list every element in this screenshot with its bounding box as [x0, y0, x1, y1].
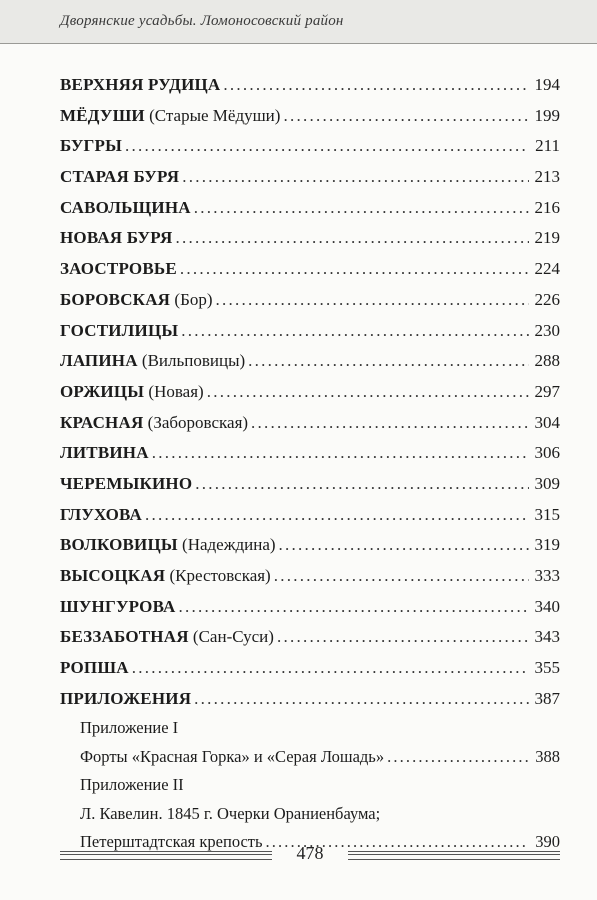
- toc-entry-page: 304: [534, 412, 560, 432]
- toc-entry-page: 333: [534, 566, 560, 585]
- toc-entry-subtitle: (Надеждина): [177, 535, 276, 555]
- toc-entry-title: НОВАЯ БУРЯ: [60, 228, 173, 248]
- toc-entry-title: ПРИЛОЖЕНИЯ: [60, 688, 192, 708]
- toc-entry: [60, 592, 560, 623]
- toc-entry-title: ВЕРХНЯЯ РУДИЦА: [60, 75, 221, 94]
- running-header: [0, 0, 597, 44]
- running-title: Дворянские усадьбы. Ломоносовский район: [60, 13, 344, 29]
- toc-entry-page: 340: [534, 596, 560, 616]
- dot-leader: [152, 438, 529, 469]
- toc-entry-title: БЕЗЗАБОТНАЯ: [60, 627, 189, 647]
- toc-entry-subtitle: (Крестовская): [165, 566, 271, 585]
- toc-entry-page: 219: [534, 228, 560, 248]
- appendix-entry: [60, 743, 560, 772]
- toc-entry: [60, 346, 560, 377]
- toc-entry: [60, 377, 560, 408]
- page-footer: [60, 840, 560, 870]
- toc-entry-title: БОРОВСКАЯ: [60, 289, 171, 309]
- toc-entry: [60, 254, 560, 285]
- toc-entry-title: ЛАПИНА: [60, 351, 138, 371]
- toc-entry-page: 224: [534, 259, 560, 279]
- dot-leader: [194, 193, 529, 224]
- toc-entry: [60, 622, 560, 653]
- toc-entry-page: 199: [534, 105, 560, 125]
- dot-leader: [194, 684, 529, 715]
- toc-entry-page: 315: [534, 504, 560, 524]
- dot-leader: [195, 469, 529, 500]
- toc-entry-title: ГЛУХОВА: [60, 504, 142, 524]
- toc-entry-page: 343: [534, 627, 560, 647]
- toc-entry-page: 309: [534, 473, 560, 493]
- footer-rule-right: [348, 851, 560, 860]
- appendix-heading: Приложение II: [80, 775, 184, 795]
- toc-entry-subtitle: (Старые Мёдуши): [144, 105, 281, 125]
- toc-entry-title: ВЫСОЦКАЯ: [60, 566, 166, 585]
- toc-entry-subtitle: (Бор): [170, 289, 213, 309]
- toc-entry: [60, 101, 560, 132]
- dot-leader: [182, 162, 529, 193]
- toc-entry: [60, 193, 560, 224]
- toc-entry-subtitle: (Вильповицы): [137, 351, 246, 371]
- dot-leader: [277, 622, 529, 653]
- dot-leader: [223, 70, 529, 101]
- toc-entry-page: 288: [534, 351, 560, 371]
- dot-leader: [132, 653, 529, 684]
- toc-entry-page: 387: [534, 688, 560, 708]
- toc-entry: [60, 561, 560, 592]
- toc-entry: [60, 223, 560, 254]
- appendix-entry-page: 390: [535, 832, 560, 852]
- appendix-entry-title-line: Л. Кавелин. 1845 г. Очерки Ораниенбаума;: [80, 803, 381, 823]
- toc-entry-title: КРАСНАЯ: [60, 412, 144, 432]
- toc-entry: [60, 438, 560, 469]
- toc-entry-page: 216: [534, 197, 560, 217]
- toc-entry-page: 355: [534, 658, 560, 678]
- toc-entry: [60, 408, 560, 439]
- dot-leader: [248, 346, 529, 377]
- toc-entry: [60, 131, 560, 162]
- toc-entry-subtitle: (Сан-Суси): [188, 627, 274, 647]
- appendix-entry-page: 388: [535, 746, 560, 766]
- toc-entry-title: БУГРЫ: [60, 136, 123, 156]
- toc-entry: [60, 316, 560, 347]
- toc-entry-title: ГОСТИЛИЦЫ: [60, 320, 179, 340]
- toc-entry-page: 213: [534, 167, 560, 187]
- appendix-entry-title: Форты «Красная Горка» и «Серая Лошадь»: [80, 746, 385, 766]
- toc-entry: [60, 469, 560, 500]
- toc-entry-page: 211: [535, 136, 560, 156]
- dot-leader: [175, 223, 529, 254]
- toc-entry: [60, 653, 560, 684]
- toc-entry-title: РОПША: [60, 658, 129, 678]
- toc-entry-page: 297: [534, 381, 560, 401]
- toc-entry-page: 226: [534, 289, 560, 309]
- page-number: 478: [296, 843, 324, 863]
- toc-entry-page: 230: [534, 320, 560, 340]
- dot-leader: [125, 131, 529, 162]
- table-of-contents: [60, 70, 560, 857]
- dot-leader: [279, 530, 529, 561]
- toc-entry-title: ЛИТВИНА: [60, 443, 149, 463]
- dot-leader: [387, 743, 529, 772]
- toc-entry: [60, 70, 560, 101]
- dot-leader: [216, 285, 530, 316]
- appendix-heading: Приложение I: [80, 718, 179, 738]
- dot-leader: [180, 254, 529, 285]
- toc-entry: [60, 285, 560, 316]
- toc-entry-title: СТАРАЯ БУРЯ: [60, 167, 180, 187]
- toc-entry-page: 319: [534, 535, 560, 555]
- dot-leader: [207, 377, 529, 408]
- dot-leader: [179, 592, 529, 623]
- toc-entry-page: 194: [534, 75, 560, 94]
- dot-leader: [274, 561, 529, 592]
- toc-entry-page: 306: [534, 443, 560, 463]
- toc-entry-title: ЗАОСТРОВЬЕ: [60, 259, 177, 279]
- dot-leader: [283, 101, 529, 132]
- toc-entry-title: ОРЖИЦЫ: [60, 381, 145, 401]
- dot-leader: [181, 316, 529, 347]
- toc-entry-title: ВОЛКОВИЦЫ: [60, 535, 178, 555]
- appendix-entry-title: Петерштадтская крепость: [80, 832, 263, 852]
- toc-entry-title: САВОЛЬЩИНА: [60, 197, 191, 217]
- toc-entry: [60, 684, 560, 715]
- toc-entry-title: ШУНГУРОВА: [60, 596, 176, 616]
- toc-entry: [60, 162, 560, 193]
- dot-leader: [251, 408, 529, 439]
- toc-entry-title: МЁДУШИ: [60, 105, 145, 125]
- toc-entry-title: ЧЕРЕМЫКИНО: [60, 473, 193, 493]
- toc-entry-subtitle: (Заборовская): [143, 412, 249, 432]
- dot-leader: [145, 500, 529, 531]
- toc-entry: [60, 500, 560, 531]
- toc-entry: [60, 530, 560, 561]
- toc-entry-subtitle: (Новая): [144, 381, 204, 401]
